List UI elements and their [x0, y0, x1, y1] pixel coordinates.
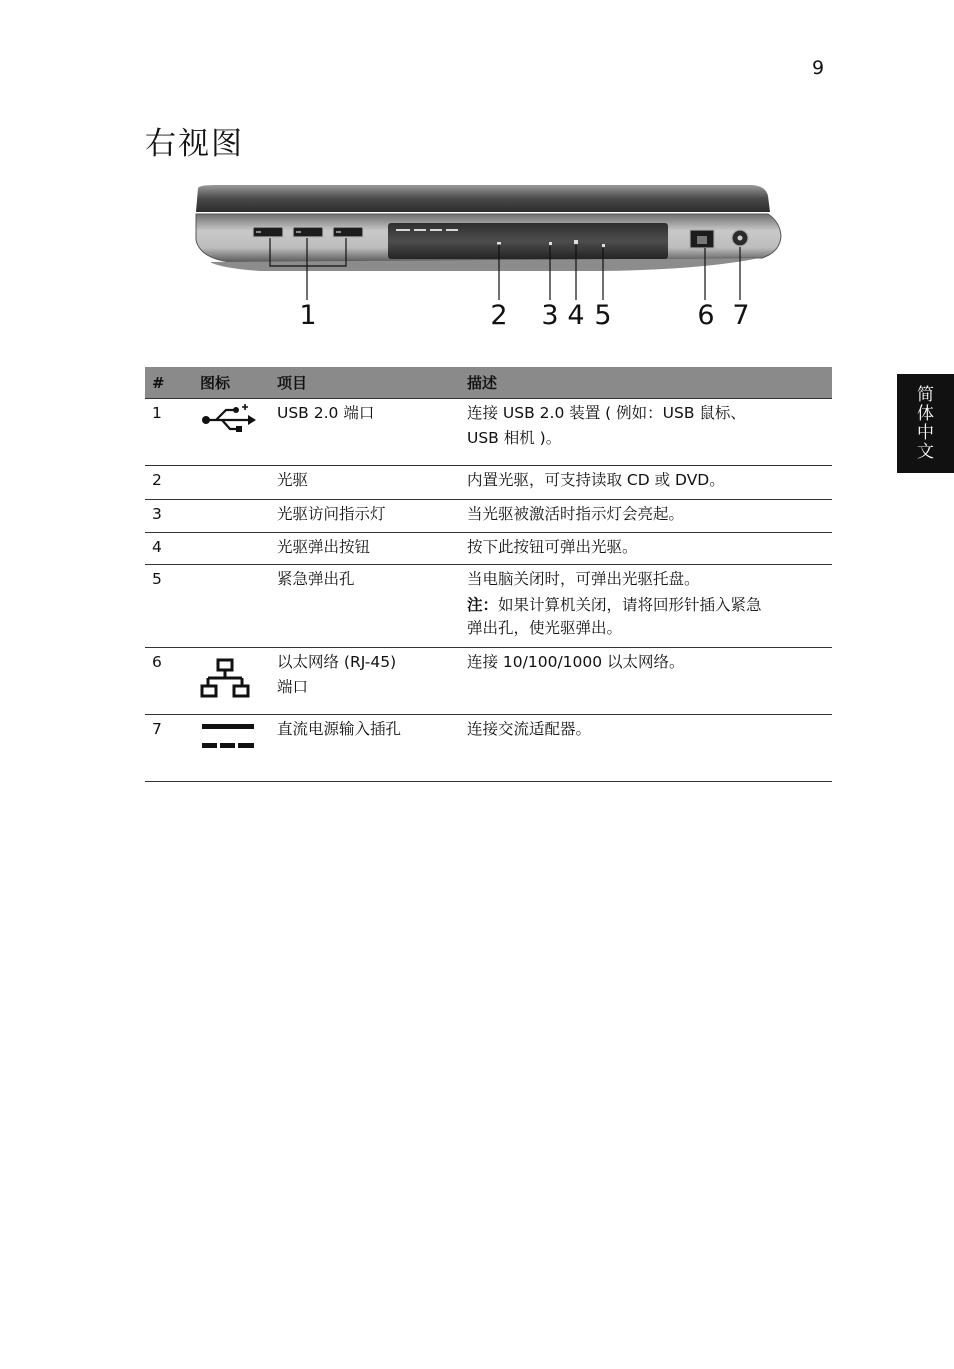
item-line: 以太网络 (RJ-45) [277, 653, 397, 671]
header-number: # [145, 367, 200, 399]
row-icon-cell [200, 533, 277, 565]
description-line: 连接 USB 2.0 装置 ( 例如：USB 鼠标、 [467, 404, 746, 422]
header-description: 描述 [467, 367, 832, 399]
row-description [467, 399, 832, 466]
row-item: 紧急弹出孔 [277, 565, 467, 648]
row-number: 5 [145, 565, 200, 648]
table-row [145, 648, 832, 715]
page-number: 9 [812, 57, 825, 79]
row-description [467, 466, 832, 500]
row-item [277, 648, 467, 715]
row-number: 3 [145, 500, 200, 533]
row-icon-cell [200, 648, 277, 715]
callout-3: 3 [541, 300, 559, 331]
description-line: 连接 10/100/1000 以太网络。 [467, 653, 685, 671]
row-icon-cell [200, 500, 277, 533]
table-row [145, 715, 832, 782]
row-description [467, 565, 832, 648]
section-title: 右视图 [145, 126, 244, 162]
language-tab [897, 374, 954, 473]
row-description [467, 648, 832, 715]
description-line: 当电脑关闭时，可弹出光驱托盘。 [467, 570, 700, 588]
row-icon-cell [200, 715, 277, 782]
row-description [467, 715, 832, 782]
row-item: 光驱访问指示灯 [277, 500, 467, 533]
table-row [145, 399, 832, 466]
item-line: 端口 [277, 678, 309, 696]
language-tab-char: 简 [917, 384, 934, 405]
language-tab-char: 中 [917, 422, 934, 443]
row-icon-cell [200, 466, 277, 500]
description-line: 当光驱被激活时指示灯会亮起。 [467, 505, 685, 523]
row-item: 光驱 [277, 466, 467, 500]
table-header-row [145, 367, 832, 399]
table-row [145, 533, 832, 565]
language-tab-char: 体 [917, 403, 934, 424]
row-icon-cell [200, 565, 277, 648]
description-note [467, 594, 832, 640]
callout-4: 4 [567, 300, 585, 331]
callout-2: 2 [490, 300, 508, 331]
note-line: 如果计算机关闭，请将回形针插入紧急 [498, 596, 762, 614]
row-number: 7 [145, 715, 200, 782]
ethernet-icon [200, 658, 252, 698]
description-line: USB 相机 )。 [467, 429, 562, 447]
table-row [145, 466, 832, 500]
callout-6: 6 [697, 300, 715, 331]
table-row [145, 565, 832, 648]
description-line: 内置光驱，可支持读取 CD 或 DVD。 [467, 471, 725, 489]
row-number: 6 [145, 648, 200, 715]
note-line: 弹出孔，使光驱弹出。 [467, 619, 623, 637]
table-row [145, 500, 832, 533]
row-description [467, 500, 832, 533]
description-line: 按下此按钮可弹出光驱。 [467, 538, 638, 556]
callout-7: 7 [732, 300, 750, 331]
note-label: 注： [467, 596, 499, 614]
usb-icon [200, 403, 260, 437]
header-item: 项目 [277, 367, 467, 399]
row-number: 1 [145, 399, 200, 466]
row-item: 光驱弹出按钮 [277, 533, 467, 565]
callout-1: 1 [299, 300, 317, 331]
row-item: USB 2.0 端口 [277, 399, 467, 466]
row-item: 直流电源输入插孔 [277, 715, 467, 782]
description-line: 连接交流适配器。 [467, 720, 592, 738]
row-icon-cell [200, 399, 277, 466]
header-icon: 图标 [200, 367, 277, 399]
port-table [145, 367, 832, 782]
language-tab-char: 文 [917, 441, 934, 462]
row-description [467, 533, 832, 565]
row-number: 4 [145, 533, 200, 565]
callout-5: 5 [594, 300, 612, 331]
laptop-right-side-illustration [0, 0, 954, 300]
dc-power-icon [200, 721, 256, 753]
row-number: 2 [145, 466, 200, 500]
